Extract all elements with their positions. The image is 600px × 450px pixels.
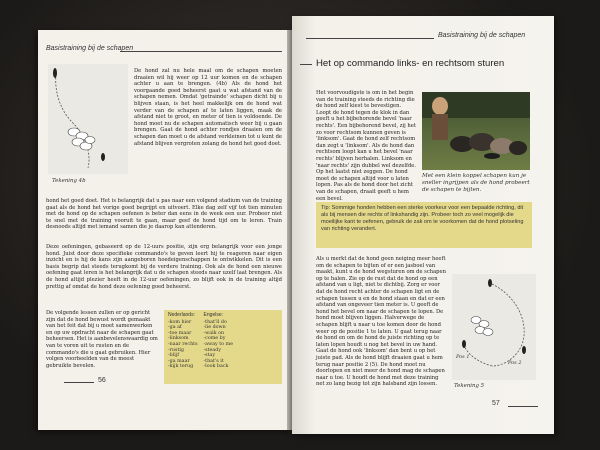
left-page-number: 56 xyxy=(98,377,106,384)
command-en: -steady xyxy=(203,347,222,353)
command-nl: -blijf xyxy=(168,353,180,359)
command-nl: -ga maar xyxy=(168,358,190,364)
command-en: -look back xyxy=(203,364,229,370)
sheep-path-icon xyxy=(452,274,536,380)
command-en: -come by xyxy=(203,336,226,342)
figure-5-sketch xyxy=(452,274,536,380)
sheep-sketch-icon xyxy=(48,64,128,174)
command-header-english: Engelse: xyxy=(203,312,224,318)
left-head-rule xyxy=(120,51,282,52)
command-col-dutch xyxy=(168,313,198,381)
command-nl: -rustig xyxy=(168,347,184,353)
left-para-1: hond het goed doet. Het is belangrijk dat u pas naar een volgend stadium van de training gaat als de hond het vorige goed begrijpt en uitvoert. Elke dag zelf vijf tot tien minuten met de hond op de schapen oefenen is beter dan eens in de week een uur. Probeer niet te snel met de training vooruit te gaan, maar geef de hond tijd om te leren. Train desnoods altijd met iemand samen die je daarop kan attenderen. xyxy=(46,198,282,231)
right-running-head: Basistraining bij de schapen xyxy=(438,32,526,39)
left-para-beside-figure: De hond zal nu hele maal om de schapen moeten draaien wil hij weer op 12 uur komen en de schapen achter u aan te brengen. (4b) Als de hond het voorgaande goed beheerst gaat u wat afstand van de schapen nemen. Omdat 'getrainde' schapen dicht bij u blijven staan, is het heel makkelijk om de hond wat verder van de schapen af te laten liggen, maak de afstand niet te groot, en meter of tien is voldoende. De hond moet nu de schapen automatisch weer bij u gaan brengen. Gaat de hond achter rondjes draaien om de schapen dan moet u de afstand verkleinen tot u kunt de afstand blijven vergroten zolang de hond het goed doet. xyxy=(134,68,282,147)
left-para-commands: De volgende lessen zullen er op gericht zijn dat de hond bewust wordt gemaakt van het feit dat bij u moet samenwerken en op uw opdracht naar de schapen gaat beheersen. Het is aanbevelenswaardig om van te voren uit te rusten en de commando's die u gaat gebruiken. Hier volgen voorbeelden van de meest gebruikte bevelen. xyxy=(46,310,158,369)
command-col-english xyxy=(204,313,233,381)
right-footer-rule xyxy=(508,406,538,407)
command-en: -walk on xyxy=(203,330,225,336)
right-head-rule xyxy=(306,38,434,39)
figure-5-caption: Tekening 5 xyxy=(454,383,485,389)
right-page xyxy=(292,16,554,434)
left-running-head: Basistraining bij de schapen xyxy=(46,45,134,52)
left-para-2: Deze oefeningen, gebaseerd op de 12-uurs positie, zijn erg belangrijk voor een jonge hond. Juist door deze specifieke commando's te geven leert hij te reageren naar eigen inzicht en is hij de kans zijn aangeboren hoedeigenschappen te ontwikkelen. Dit is een basis begrip dat steeds terugkomt bij de verdere training. Ook als de hond een nieuwe oefening gaat leren is het belangrijk dat u de schapen steeds naar uzelf laat brengen. Als de hond altijd plezier heeft in de 12-uur oefeningen, zo blijft ook in de training altijd prettig af omdat de hond deze oefening goed beheerst. xyxy=(46,244,282,290)
command-en: -lie down xyxy=(203,325,226,331)
photo-sheep-icon xyxy=(422,92,530,170)
right-page-number: 57 xyxy=(492,400,500,407)
command-nl: -kom hier xyxy=(168,319,192,325)
command-header-dutch: Nederlands: xyxy=(168,312,195,318)
command-nl: -linksom xyxy=(168,336,189,342)
left-footer-rule xyxy=(64,382,94,383)
command-nl: -ga af xyxy=(168,325,182,331)
command-table xyxy=(164,310,282,384)
tip-box: Tip: Sommige honden hebben een sterke voorkeur voor een bepaalde richting, dit als bij mensen die rechts of linkshandig zijn. Probeer toch zo veel mogelijk die moeilijke kant te oefenen, gebruik de zak om te voorkomen dat de hond plotseling van richting verandert. xyxy=(316,202,532,248)
pos2-label: Pos 2 xyxy=(508,360,522,366)
command-en: -that's it xyxy=(203,358,224,364)
title-rule-left xyxy=(300,64,312,65)
figure-4b-caption: Tekening 4b xyxy=(52,178,86,184)
command-en: -away to me xyxy=(203,341,233,347)
command-en: -that'll do xyxy=(203,319,227,325)
chapter-title: Het op commando links- en rechtsom sturen xyxy=(316,58,505,69)
right-para-intro: Het voorvoudigste is om in het begin van de training steeds de richting die de hond zelf kiest te bevestigen. Loopt de hond tegen de klok in dan geeft u het bijbehorende bevel 'naar rechts'. Een bijbehorend bevel, zij het zo voor rechtsom kunnen geven is 'linksom'. Gaat de hond zelf rechtsom dan zegt u 'linksom'. Als de hond dan rechtsom loopt kan u het bevel 'naar rechts' blijven herhalen. Linksom en 'naar rechts' zijn dubbel wel dezelfde. Op het laatst niet zeggen. De hond moet de schapen altijd voor u laten lopen. Pas als de hond door het zicht van de schapen, draait geeft u hem een bevel. xyxy=(316,90,417,202)
pos1-label: Pos 1 xyxy=(456,354,470,360)
command-nl: -naar rechts xyxy=(168,341,198,347)
right-para-body: Als u merkt dat de hond geen neiging meer heeft om de schapen te bijten of er een jasboel van maakt, kunt u de hond wegsturen om de schapen op te halen. Zie op de rust dat de hond op een afstand van u ligt, niet te dichtbij. Zorg er voor dat de hond recht achter de schapen ligt en de schapen tussen u en de hond staan en dat er een afstand van ongeveer tien meter is. U geeft de hond het bevel om naar de schapen te lopen. De hond moet blijven liggen. Halverwege de schapen blijft u naar u toe komen door de hond weer op de positie 1 te laten. U gaat terug naar de hond en om de hond de juiste richting op te laten lopen houdt u nog het bevel in uw hand. Gaat de hond ook 'linksom' dan bent u op het juiste pad. Als de hond blijft draaien gaat u hem terug naar positie 2 (5). De hond moet nu doorlopen en niet meer de hond mag de schapen naar u toe. U houdt de hond met deze training net zo lang bezig tot zijn halsband zijn lossen. xyxy=(316,256,446,388)
command-nl: -toe maar xyxy=(168,330,192,336)
command-en: -stay xyxy=(203,353,216,359)
left-page xyxy=(38,30,292,430)
figure-4b-sketch xyxy=(48,64,128,174)
photo-caption: Met een klein koppel schapen kun je sneller ingrijpen als de hond probeert de schapen te bijten. xyxy=(422,173,530,193)
dog-sheep-photo xyxy=(422,92,530,170)
command-nl: -kijk terug xyxy=(168,364,194,370)
